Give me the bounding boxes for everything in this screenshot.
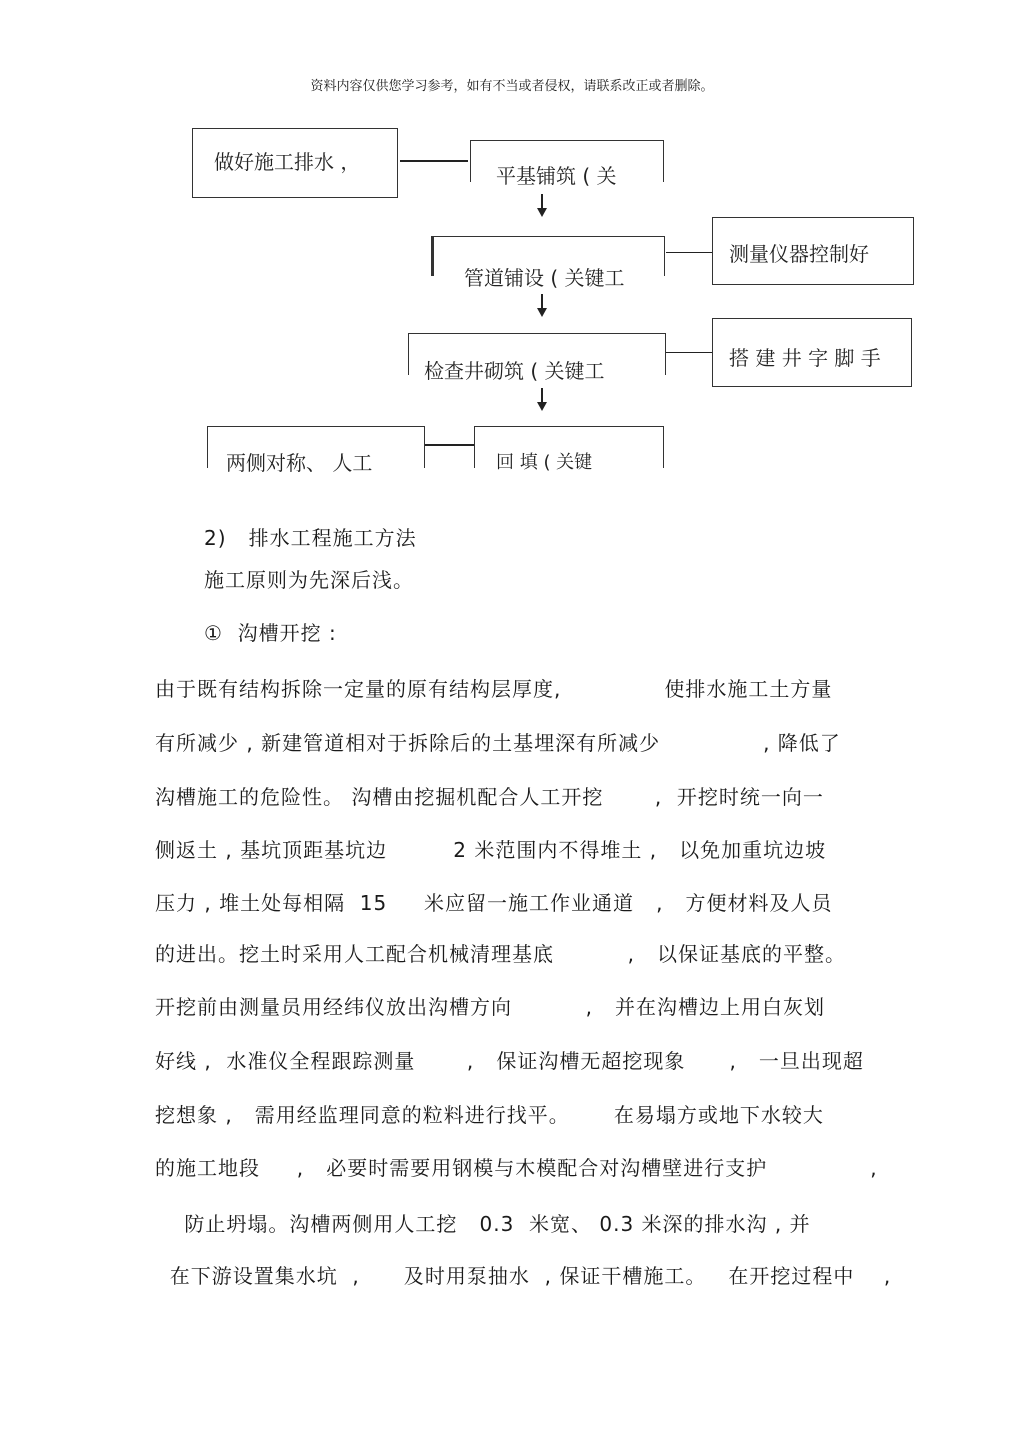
flow-box-drainage-label: 做好施工排水 ， [214, 150, 361, 174]
flow-box-manhole-label: 检查井砌筑 ( 关键工 [424, 359, 605, 383]
body-line: 的施工地段 , 必要时需要用钢模与木模配合对沟槽壁进行支护 , [155, 1156, 878, 1180]
body-line: 开挖前由测量员用经纬仪放出沟槽方向 , 并在沟槽边上用白灰划 [155, 995, 826, 1019]
body-line: 的进出。挖土时采用人工配合机械清理基底 , 以保证基底的平整。 [155, 942, 847, 966]
connector-line [400, 160, 468, 162]
subsection-heading: ① 沟槽开挖 : [204, 621, 337, 645]
flow-box-backfill-label: 回 填 ( 关键 [496, 452, 593, 473]
down-arrow-icon [537, 208, 547, 217]
flow-box-survey-label: 测量仪器控制好 [729, 242, 869, 266]
body-line: 防止坍塌。沟槽两侧用人工挖 0.3 米宽、 0.3 米深的排水沟 , 并 [155, 1212, 811, 1236]
flow-box-pipe-laying-label: 管道铺设 ( 关键工 [464, 266, 625, 290]
body-line: 挖想象 , 需用经监理同意的粒料进行找平。 在易塌方或地下水较大 [155, 1103, 824, 1127]
connector-line [425, 444, 475, 446]
connector-line [666, 252, 714, 253]
flow-box-symmetric-label: 两侧对称、 人工 [226, 451, 373, 475]
down-arrow-icon [537, 308, 547, 317]
body-line: 侧返土 , 基坑顶距基坑边 2 米范围内不得堆土 , 以免加重坑边坡 [155, 838, 827, 862]
body-line: 在下游设置集水坑 , 及时用泵抽水 , 保证干槽施工。 在开挖过程中 , [155, 1264, 892, 1288]
arrow-shaft [541, 388, 543, 402]
body-line: 压力 , 堆土处每相隔 15 米应留一施工作业通道 , 方便材料及人员 [155, 891, 833, 915]
page-header-disclaimer: 资料内容仅供您学习参考，如有不当或者侵权，请联系改正或者删除。 [310, 79, 714, 94]
body-line: 有所减少 , 新建管道相对于拆除后的土基埋深有所减少 , 降低了 [155, 731, 841, 755]
body-line: 由于既有结构拆除一定量的原有结构层厚度, 使排水施工土方量 [155, 677, 833, 701]
section-heading: 2) 排水工程施工方法 [204, 526, 417, 550]
connector-line [666, 352, 714, 353]
down-arrow-icon [537, 402, 547, 411]
body-line: 沟槽施工的危险性。 沟槽由挖掘机配合人工开挖 , 开挖时统一向一 [155, 785, 824, 809]
flow-box-flat-base-label: 平基铺筑 ( 关 [496, 164, 617, 188]
body-line: 好线 , 水准仪全程跟踪测量 , 保证沟槽无超挖现象 , 一旦出现超 [155, 1049, 864, 1073]
arrow-shaft [541, 294, 543, 308]
arrow-shaft [541, 194, 543, 208]
construction-principle: 施工原则为先深后浅。 [204, 568, 414, 592]
flow-box-scaffold-label: 搭 建 井 字 脚 手 [729, 346, 881, 370]
